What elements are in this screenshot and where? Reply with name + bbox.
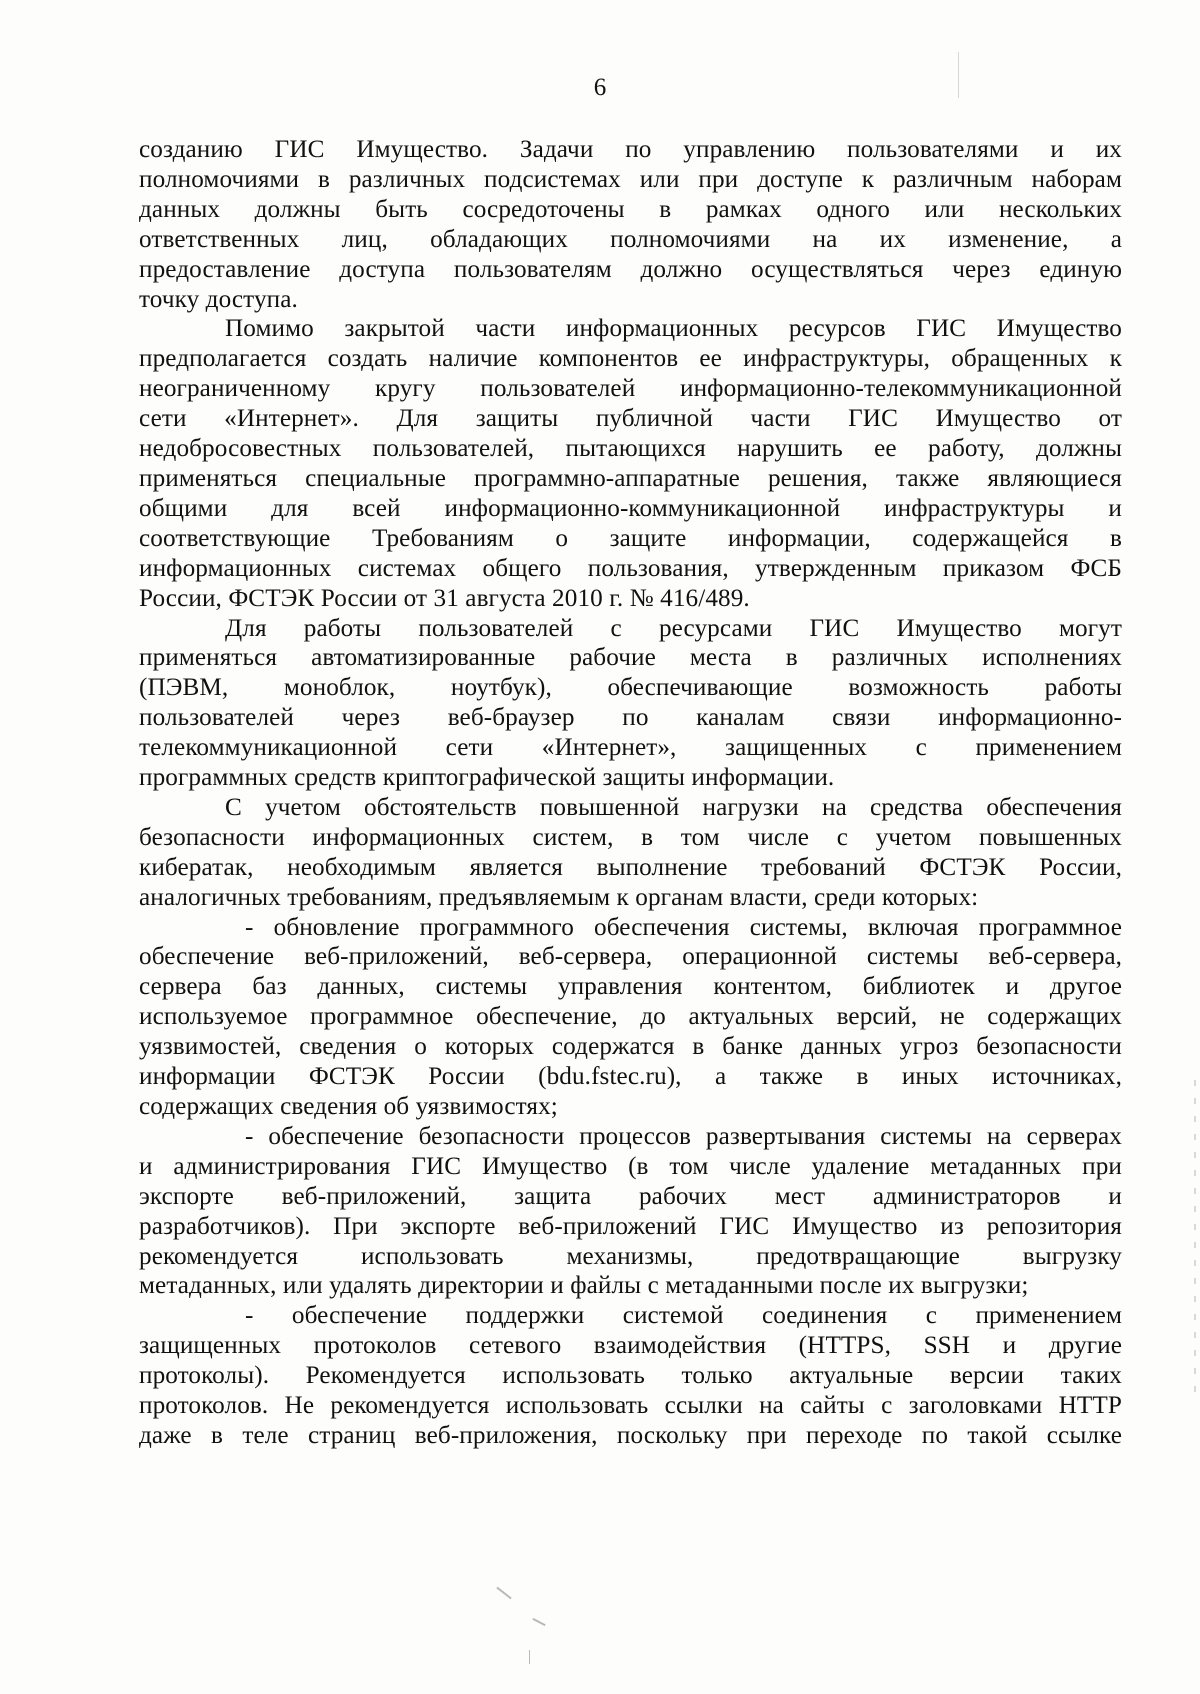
text-line: ответственных лиц, обладающих полномочиями на их изменение, а bbox=[139, 225, 1122, 253]
paragraph-2 bbox=[139, 314, 1122, 613]
list-item-secure-protocols bbox=[139, 1301, 1122, 1451]
text-line: протоколов. Не рекомендуется использовать ссылки на сайты с заголовками HTTP bbox=[139, 1392, 1122, 1420]
text-line: разработчиков). При экспорте веб-приложений ГИС Имущество из репозитория bbox=[139, 1212, 1122, 1240]
text-line: применяться специальные программно-аппаратные решения, также являющиеся bbox=[139, 464, 1122, 492]
text-line: соответствующие Требованиям о защите информации, содержащейся в bbox=[139, 524, 1122, 552]
text-line: - обеспечение поддержки системой соединения с применением bbox=[245, 1302, 1122, 1330]
text-line: даже в теле страниц веб-приложения, поскольку при переходе по такой ссылке bbox=[139, 1421, 1122, 1449]
text-line: Для работы пользователей с ресурсами ГИС Имущество могут bbox=[225, 614, 1122, 642]
text-line: созданию ГИС Имущество. Задачи по управлению пользователями и их bbox=[139, 136, 1122, 163]
paragraph-3 bbox=[139, 614, 1122, 793]
list-item-software-update bbox=[139, 913, 1122, 1122]
text-line: программных средств криптографической защиты информации. bbox=[139, 764, 835, 792]
text-line: и администрирования ГИС Имущество (в том числе удаление метаданных при bbox=[139, 1152, 1122, 1180]
scan-artifact bbox=[958, 52, 959, 98]
text-line: информационных системах общего пользования, утвержденным приказом ФСБ bbox=[139, 554, 1122, 582]
text-line: информации ФСТЭК России (bdu.fstec.ru), а также в иных источниках, bbox=[139, 1063, 1122, 1091]
text-line: метаданных, или удалять директории и файлы с метаданными после их выгрузки; bbox=[139, 1272, 1029, 1300]
text-line: общими для всей информационно-коммуникационной инфраструктуры и bbox=[139, 494, 1122, 522]
text-line: телекоммуникационной сети «Интернет», защищенных с применением bbox=[139, 734, 1122, 762]
page-number: 6 bbox=[593, 74, 607, 101]
text-line: используемое программное обеспечение, до актуальных версий, не содержащих bbox=[139, 1003, 1122, 1031]
scan-artifact bbox=[529, 1650, 530, 1664]
text-line: аналогичных требованиям, предъявляемым к органам власти, среди которых: bbox=[139, 883, 979, 911]
text-line: неограниченному кругу пользователей информационно-телекоммуникационной bbox=[139, 375, 1122, 403]
text-line: содержащих сведения об уязвимостях; bbox=[139, 1093, 558, 1120]
text-line: кибератак, необходимым является выполнение требований ФСТЭК России, bbox=[139, 853, 1122, 881]
text-line: данных должны быть сосредоточены в рамках одного или нескольких bbox=[139, 195, 1122, 223]
paragraph-1 bbox=[139, 135, 1122, 314]
text-line: применяться автоматизированные рабочие места в различных исполнениях bbox=[139, 644, 1122, 672]
text-line: предполагается создать наличие компонентов ее инфраструктуры, обращенных к bbox=[139, 345, 1122, 373]
text-line: полномочиями в различных подсистемах или при доступе к различным наборам bbox=[139, 165, 1122, 193]
document-body bbox=[139, 135, 1122, 1451]
text-line: недобросовестных пользователей, пытающихся нарушить ее работу, должны bbox=[139, 435, 1122, 463]
scan-artifact bbox=[496, 1587, 511, 1600]
text-line: Помимо закрытой части информационных ресурсов ГИС Имущество bbox=[225, 315, 1122, 343]
scan-artifact bbox=[1194, 1080, 1196, 1400]
text-line: экспорте веб-приложений, защита рабочих мест администраторов и bbox=[139, 1182, 1122, 1210]
list-item-deployment-security bbox=[139, 1122, 1122, 1301]
text-line: - обновление программного обеспечения системы, включая программное bbox=[245, 913, 1122, 941]
text-line: точку доступа. bbox=[139, 285, 298, 313]
text-line: С учетом обстоятельств повышенной нагрузки на средства обеспечения bbox=[225, 793, 1122, 821]
scan-artifact bbox=[532, 1618, 545, 1626]
text-line: безопасности информационных систем, в том числе с учетом повышенных bbox=[139, 823, 1122, 851]
text-line: уязвимостей, сведения о которых содержатся в банке данных угроз безопасности bbox=[139, 1033, 1122, 1061]
text-line: рекомендуется использовать механизмы, предотвращающие выгрузку bbox=[139, 1242, 1122, 1270]
text-line: протоколы). Рекомендуется использовать только актуальные версии таких bbox=[139, 1362, 1122, 1390]
paragraph-4 bbox=[139, 793, 1122, 913]
text-line: защищенных протоколов сетевого взаимодействия (HTTPS, SSH и другие bbox=[139, 1332, 1122, 1360]
text-line: предоставление доступа пользователям должно осуществляться через единую bbox=[139, 255, 1122, 283]
text-line: - обеспечение безопасности процессов развертывания системы на серверах bbox=[245, 1122, 1122, 1150]
text-line: сети «Интернет». Для защиты публичной части ГИС Имущество от bbox=[139, 405, 1122, 433]
text-line: (ПЭВМ, моноблок, ноутбук), обеспечивающие возможность работы bbox=[139, 674, 1122, 702]
text-line: России, ФСТЭК России от 31 августа 2010 г. № 416/489. bbox=[139, 584, 750, 612]
text-line: пользователей через веб-браузер по каналам связи информационно- bbox=[139, 704, 1122, 732]
text-line: сервера баз данных, системы управления контентом, библиотек и другое bbox=[139, 973, 1122, 1001]
text-line: обеспечение веб-приложений, веб-сервера, операционной системы веб-сервера, bbox=[139, 943, 1122, 971]
